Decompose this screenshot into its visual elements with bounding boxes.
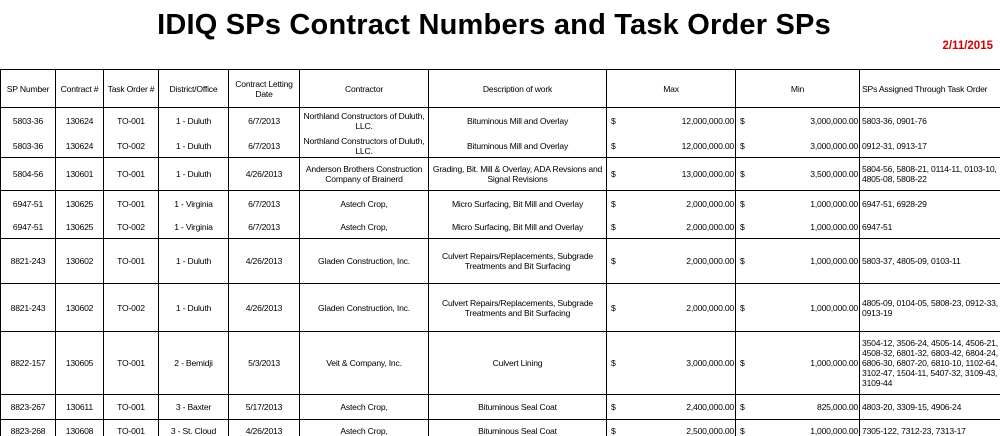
- contract-cell: 130601: [56, 158, 104, 191]
- header-sps-assigned: SPs Assigned Through Task Order: [860, 70, 1000, 108]
- sp-number-cell: 8823-268: [1, 420, 56, 436]
- letting-date-cell: 5/17/2013: [229, 395, 300, 420]
- sp-number-cell: 5804-56: [1, 158, 56, 191]
- min-value-cell: 1,000,000.00: [810, 426, 859, 436]
- description-cell: Bituminous Seal Coat: [429, 395, 607, 420]
- min-value-cell: 3,000,000.00: [810, 116, 859, 127]
- sps-assigned-cell: 7305-122, 7312-23, 7313-17: [860, 420, 1000, 436]
- max-currency-cell: $: [607, 217, 632, 239]
- contractor-cell: Northland Constructors of Duluth, LLC.: [300, 108, 429, 135]
- contract-cell: 130602: [56, 239, 104, 284]
- min-currency-cell: $: [736, 191, 756, 217]
- max-value-cell: 12,000,000.00: [681, 116, 735, 127]
- description-cell: Culvert Lining: [429, 332, 607, 395]
- sp-number-cell: 8821-243: [1, 239, 56, 284]
- max-currency-cell: $: [607, 158, 632, 191]
- table-row: [1, 135, 1000, 158]
- contract-cell: 130625: [56, 191, 104, 217]
- description-cell: Micro Surfacing, Bit Mill and Overlay: [429, 191, 607, 217]
- min-value-cell: 1,000,000.00: [810, 198, 859, 209]
- table-row: [1, 420, 1000, 436]
- contractor-cell: Astech Crop,: [300, 217, 429, 239]
- letting-date-cell: 5/3/2013: [229, 332, 300, 395]
- report-date: 2/11/2015: [942, 40, 993, 52]
- letting-date-cell: 6/7/2013: [229, 217, 300, 239]
- sps-assigned-cell: 0912-31, 0913-17: [860, 135, 1000, 158]
- min-value-cell: 1,000,000.00: [756, 284, 860, 332]
- min-value-cell: 1,000,000.00: [756, 239, 860, 284]
- header-contract: Contract #: [56, 70, 104, 108]
- header-contractor: Contractor: [300, 70, 429, 108]
- table-row: [1, 158, 1000, 191]
- contractor-cell: Gladen Construction, Inc.: [300, 239, 429, 284]
- contract-cell: 130605: [56, 332, 104, 395]
- contractor-cell: Northland Constructors of Duluth, LLC.: [300, 135, 429, 158]
- sp-number-cell: 8821-243: [1, 284, 56, 332]
- contract-cell: 130608: [56, 420, 104, 436]
- sps-assigned-cell: 5804-56, 5808-21, 0114-11, 0103-10, 4805-08, 5808-22: [860, 158, 1000, 191]
- max-currency-cell: $: [607, 284, 632, 332]
- task-order-cell: TO-001: [104, 158, 159, 191]
- letting-date-cell: 4/26/2013: [229, 284, 300, 332]
- sp-number-cell: 5803-36: [1, 108, 56, 135]
- district-cell: 3 - Baxter: [159, 395, 229, 420]
- min-currency-cell: $: [736, 239, 756, 284]
- header-min: Min: [736, 70, 860, 108]
- min-value-cell: 825,000.00: [756, 395, 860, 420]
- sp-number-cell: 5803-36: [1, 135, 56, 158]
- max-value-cell: 2,400,000.00: [632, 395, 736, 420]
- max-currency-cell: $: [607, 239, 632, 284]
- district-cell: 1 - Duluth: [159, 158, 229, 191]
- page-title: IDIQ SPs Contract Numbers and Task Order SPs: [157, 9, 831, 41]
- task-order-cell: TO-001: [104, 108, 159, 135]
- sps-assigned-cell: 5803-36, 0901-76: [860, 108, 1000, 135]
- letting-date-cell: 4/26/2013: [229, 158, 300, 191]
- table-row: [1, 332, 1000, 395]
- max-currency-cell: $: [607, 395, 632, 420]
- contractor-cell: Anderson Brothers Construction Company of Brainerd: [300, 158, 429, 191]
- task-order-cell: TO-002: [104, 284, 159, 332]
- task-order-cell: TO-002: [104, 135, 159, 158]
- table-row: [1, 191, 1000, 217]
- district-cell: 1 - Duluth: [159, 239, 229, 284]
- max-value-cell: 12,000,000.00: [632, 135, 736, 158]
- sps-assigned-cell: 6947-51, 6928-29: [860, 191, 1000, 217]
- letting-date-cell: 4/26/2013: [229, 239, 300, 284]
- max-value-cell: 2,000,000.00: [632, 239, 736, 284]
- sps-assigned-cell: 4803-20, 3309-15, 4906-24: [860, 395, 1000, 420]
- description-cell: Bituminous Seal Coat: [429, 420, 607, 436]
- letting-date-cell: 6/7/2013: [229, 191, 300, 217]
- min-currency-cell: $: [736, 284, 756, 332]
- description-cell: Culvert Repairs/Replacements, Subgrade Treatments and Bit Surfacing: [429, 239, 607, 284]
- task-order-cell: TO-001: [104, 332, 159, 395]
- sp-number-cell: 8823-267: [1, 395, 56, 420]
- sps-assigned-cell: 4805-09, 0104-05, 5808-23, 0912-33, 0913-19: [860, 284, 1000, 332]
- table-row: [1, 108, 1000, 135]
- contractor-cell: Gladen Construction, Inc.: [300, 284, 429, 332]
- sps-assigned-cell: 6947-51: [860, 217, 1000, 239]
- min-value-cell: 3,000,000.00: [756, 135, 860, 158]
- district-cell: 1 - Virginia: [159, 191, 229, 217]
- contract-cell: 130624: [56, 135, 104, 158]
- max-currency-cell: $: [607, 191, 632, 217]
- sp-number-cell: 8822-157: [1, 332, 56, 395]
- max-currency-cell: $: [607, 332, 632, 395]
- min-currency-cell: $: [736, 332, 756, 395]
- max-currency-cell: $: [607, 420, 632, 436]
- header-max: Max: [607, 70, 736, 108]
- header-description: Description of work: [429, 70, 607, 108]
- contract-cell: 130624: [56, 108, 104, 135]
- sp-number-cell: 6947-51: [1, 217, 56, 239]
- contractor-cell: Astech Crop,: [300, 395, 429, 420]
- header-district: District/Office: [159, 70, 229, 108]
- description-cell: Culvert Repairs/Replacements, Subgrade Treatments and Bit Surfacing: [429, 284, 607, 332]
- description-cell: Grading, Bit. Mill & Overlay, ADA Revsions and Signal Revisions: [429, 158, 607, 191]
- task-order-cell: TO-001: [104, 420, 159, 436]
- district-cell: 2 - Bemidji: [159, 332, 229, 395]
- contract-cell: 130625: [56, 217, 104, 239]
- contractor-cell: Astech Crop,: [300, 191, 429, 217]
- max-value-cell: 3,000,000.00: [632, 332, 736, 395]
- table-header-row: [1, 70, 1000, 108]
- description-cell: Micro Surfacing, Bit Mill and Overlay: [429, 217, 607, 239]
- district-cell: 1 - Virginia: [159, 217, 229, 239]
- description-cell: Bituminous Mill and Overlay: [429, 135, 607, 158]
- district-cell: 3 - St. Cloud: [159, 420, 229, 436]
- max-currency-cell: $: [607, 135, 632, 158]
- table-row: [1, 217, 1000, 239]
- table-row: [1, 395, 1000, 420]
- contracts-table: [0, 69, 1000, 436]
- min-value-cell: 1,000,000.00: [756, 217, 860, 239]
- task-order-cell: TO-001: [104, 191, 159, 217]
- min-value-cell: 3,500,000.00: [756, 158, 860, 191]
- contractor-cell: Veit & Company, Inc.: [300, 332, 429, 395]
- district-cell: 1 - Duluth: [159, 284, 229, 332]
- table-row: [1, 239, 1000, 284]
- min-value-cell: 1,000,000.00: [756, 332, 860, 395]
- min-currency-cell: $: [736, 135, 756, 158]
- letting-date-cell: 6/7/2013: [229, 135, 300, 158]
- description-cell: Bituminous Mill and Overlay: [429, 108, 607, 135]
- max-value-cell: 2,000,000.00: [632, 217, 736, 239]
- district-cell: 1 - Duluth: [159, 135, 229, 158]
- sps-assigned-cell: 5803-37, 4805-09, 0103-11: [860, 239, 1000, 284]
- task-order-cell: TO-001: [104, 239, 159, 284]
- min-currency-cell: $: [736, 108, 756, 135]
- table-body: [1, 108, 1000, 436]
- min-currency-cell: $: [736, 217, 756, 239]
- letting-date-cell: 6/7/2013: [229, 108, 300, 135]
- sps-assigned-cell: 3504-12, 3506-24, 4505-14, 4506-21, 4508-32, 6801-32, 6803-42, 6804-24, 6806-30, 6807-20, 6810-10, 1102-64, 3102-47, 1504-11, 5407-32, 3109-43, 3109-44: [860, 332, 1000, 395]
- min-currency-cell: $: [736, 158, 756, 191]
- max-currency-cell: $: [607, 108, 632, 135]
- district-cell: 1 - Duluth: [159, 108, 229, 135]
- min-currency-cell: $: [736, 420, 756, 436]
- letting-date-cell: 4/26/2013: [229, 420, 300, 436]
- min-currency-cell: $: [736, 395, 756, 420]
- max-value-cell: 2,000,000.00: [632, 284, 736, 332]
- header-sp-number: SP Number: [1, 70, 56, 108]
- task-order-cell: TO-002: [104, 217, 159, 239]
- header-letting-date: Contract Letting Date: [229, 70, 300, 108]
- max-value-cell: 13,000,000.00: [632, 158, 736, 191]
- contract-cell: 130602: [56, 284, 104, 332]
- max-value-cell: 2,500,000.00: [686, 426, 735, 436]
- sp-number-cell: 6947-51: [1, 191, 56, 217]
- header-task-order: Task Order #: [104, 70, 159, 108]
- contractor-cell: Astech Crop,: [300, 420, 429, 436]
- table-row: [1, 284, 1000, 332]
- max-value-cell: 2,000,000.00: [686, 198, 735, 209]
- contract-cell: 130611: [56, 395, 104, 420]
- task-order-cell: TO-001: [104, 395, 159, 420]
